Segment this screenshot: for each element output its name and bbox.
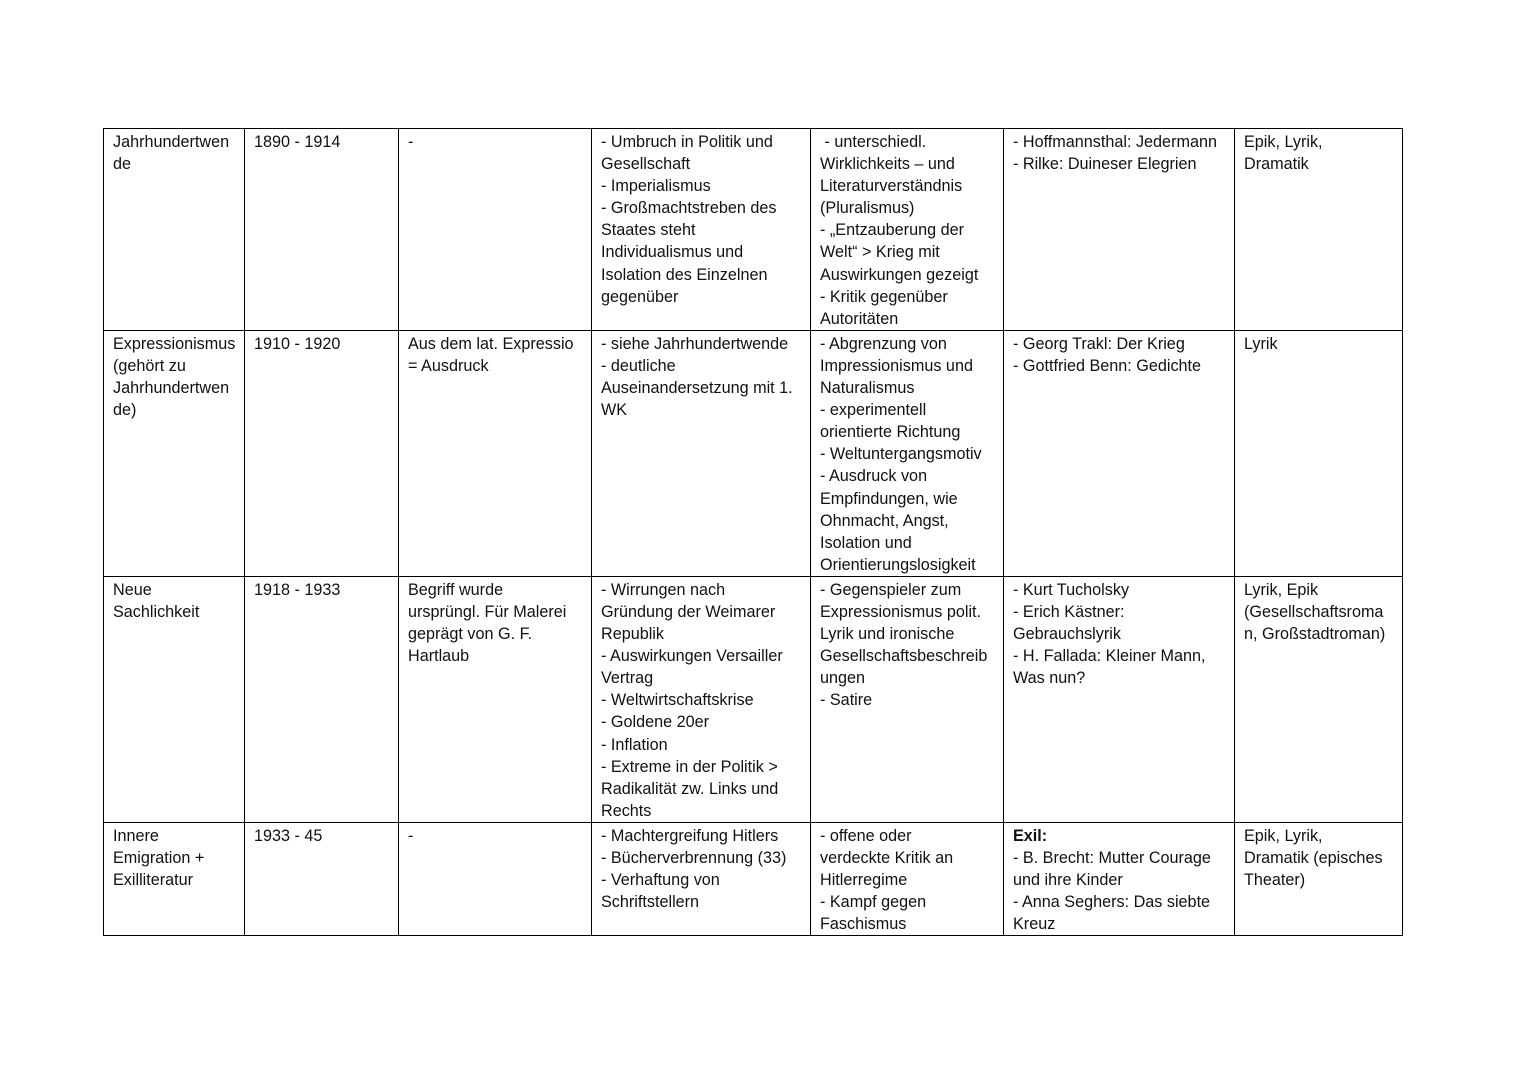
cell-line: - siehe Jahrhundertwende <box>601 334 789 353</box>
cell-line: - experimentell <box>820 401 927 420</box>
cell-line: (Gesellschaftsroma <box>1244 602 1384 621</box>
cell-line: - Machtergreifung Hitlers <box>601 826 779 845</box>
cell-line: Sachlichkeit <box>113 602 200 621</box>
cell-line: Gesellschaft <box>601 155 691 174</box>
cell-line: gegenüber <box>601 287 679 306</box>
cell-line: Expressionismus polit. <box>820 602 982 621</box>
cell-line: - Kritik gegenüber <box>820 287 948 306</box>
cell-line: Auseinandersetzung mit 1. <box>601 379 793 398</box>
table-row <box>104 822 1403 935</box>
cell-line: - <box>408 826 414 845</box>
cell-line: Impressionismus und <box>820 356 973 375</box>
genres-cell <box>1235 576 1403 822</box>
cell-line: de <box>113 155 132 174</box>
features-cell <box>811 822 1004 935</box>
cell-line: - Satire <box>820 691 873 710</box>
period-cell <box>245 330 399 576</box>
epoch-cell <box>104 129 245 331</box>
period-cell <box>245 822 399 935</box>
features-cell <box>811 330 1004 576</box>
epoch-cell <box>104 822 245 935</box>
table-row <box>104 330 1403 576</box>
cell-line: Staates steht <box>601 221 696 240</box>
cell-line: - offene oder <box>820 826 912 845</box>
genres-cell <box>1235 330 1403 576</box>
cell-line: - Weltuntergangsmotiv <box>820 445 982 464</box>
genres-cell <box>1235 822 1403 935</box>
cell-line: Gesellschaftsbeschreib <box>820 647 988 666</box>
cell-line: - Kampf gegen <box>820 893 927 912</box>
cell-line: Empfindungen, wie <box>820 489 958 508</box>
cell-line: Ohnmacht, Angst, <box>820 511 949 530</box>
works-cell <box>1004 330 1235 576</box>
genres-cell <box>1235 129 1403 331</box>
epoch-cell <box>104 330 245 576</box>
cell-line: - Verhaftung von <box>601 871 720 890</box>
cell-line: ursprüngl. Für Malerei <box>408 602 567 621</box>
cell-line: - Kurt Tucholsky <box>1013 580 1130 599</box>
cell-line: Hartlaub <box>408 647 470 666</box>
cell-line: - Bücherverbrennung (33) <box>601 849 787 867</box>
cell-line: Individualismus und <box>601 243 744 262</box>
cell-line: Gebrauchslyrik <box>1013 625 1121 644</box>
historical-background-cell <box>592 330 811 576</box>
cell-line: Republik <box>601 625 664 644</box>
cell-line: Neue <box>113 580 152 599</box>
historical-background-cell <box>592 822 811 935</box>
cell-line: Was nun? <box>1013 669 1086 688</box>
term-origin-cell <box>399 129 592 331</box>
cell-line: orientierte Richtung <box>820 423 961 442</box>
cell-line: - Hoffmannsthal: Jedermann <box>1013 133 1217 151</box>
cell-line: Autoritäten <box>820 309 899 328</box>
cell-line: 1910 - 1920 <box>254 334 341 353</box>
cell-line: - Gegenspieler zum <box>820 580 962 599</box>
cell-line: - Imperialismus <box>601 177 711 196</box>
cell-line: 1918 - 1933 <box>254 580 341 599</box>
cell-line: Naturalismus <box>820 379 915 398</box>
cell-line: - Wirrungen nach <box>601 580 726 599</box>
cell-line: und ihre Kinder <box>1013 871 1123 890</box>
cell-line: Lyrik und ironische <box>820 625 955 644</box>
features-cell <box>811 129 1004 331</box>
cell-line: - Goldene 20er <box>601 713 709 732</box>
cell-line: Lyrik, Epik <box>1244 580 1319 599</box>
works-heading: Exil: <box>1013 826 1048 845</box>
table-row <box>104 129 1403 331</box>
period-cell <box>245 129 399 331</box>
cell-line: Kreuz <box>1013 915 1056 934</box>
cell-line: 1933 - 45 <box>254 826 323 845</box>
cell-line: Epik, Lyrik, <box>1244 826 1323 845</box>
cell-line: Literaturverständnis <box>820 177 963 196</box>
cell-line: (gehört zu <box>113 356 186 375</box>
cell-line: - Inflation <box>601 735 668 754</box>
cell-line: - „Entzauberung der <box>820 221 964 240</box>
cell-line: Radikalität zw. Links und <box>601 779 779 798</box>
cell-line: - Weltwirtschaftskrise <box>601 691 754 710</box>
cell-line: Schriftstellern <box>601 893 700 912</box>
cell-line: Expressionismus <box>113 334 236 353</box>
cell-line: Dramatik <box>1244 155 1309 174</box>
cell-line: Rechts <box>601 801 652 820</box>
term-origin-cell <box>399 330 592 576</box>
works-cell <box>1004 576 1235 822</box>
cell-line: Lyrik <box>1244 334 1278 353</box>
cell-line: Wirklichkeits – und <box>820 155 955 174</box>
cell-line: - Auswirkungen Versailler <box>601 647 783 666</box>
features-cell <box>811 576 1004 822</box>
cell-line: Dramatik (episches <box>1244 849 1383 867</box>
cell-line: (Pluralismus) <box>820 199 915 218</box>
cell-line: Vertrag <box>601 669 654 688</box>
cell-line: Welt“ > Krieg mit <box>820 243 940 262</box>
period-cell <box>245 576 399 822</box>
cell-line: geprägt von G. F. <box>408 625 533 644</box>
cell-line: - <box>408 133 414 151</box>
works-cell <box>1004 822 1235 935</box>
cell-line: WK <box>601 401 628 420</box>
cell-line: Emigration + <box>113 849 205 867</box>
table-body <box>104 129 1403 936</box>
cell-line: Orientierungslosigkeit <box>820 555 976 574</box>
cell-line: - Abgrenzung von <box>820 334 947 353</box>
cell-line: - Großmachtstreben des <box>601 199 777 218</box>
cell-line: Exilliteratur <box>113 871 194 890</box>
cell-line: Innere <box>113 826 159 845</box>
cell-line: 1890 - 1914 <box>254 133 341 151</box>
cell-line: Isolation und <box>820 533 912 552</box>
cell-line: Jahrhundertwen <box>113 379 230 398</box>
cell-line: n, Großstadtroman) <box>1244 625 1386 644</box>
cell-line: Isolation des Einzelnen <box>601 265 768 284</box>
historical-background-cell <box>592 129 811 331</box>
cell-line: Hitlerregime <box>820 871 908 890</box>
cell-line: - Rilke: Duineser Elegrien <box>1013 155 1197 174</box>
cell-line: de) <box>113 401 137 420</box>
cell-line: - deutliche <box>601 356 676 375</box>
term-origin-cell <box>399 576 592 822</box>
cell-line: = Ausdruck <box>408 356 489 375</box>
cell-line: - unterschiedl. <box>820 133 927 151</box>
literature-epochs-table <box>103 128 1403 936</box>
cell-line: Theater) <box>1244 871 1306 890</box>
cell-line: Jahrhundertwen <box>113 133 230 151</box>
cell-line: - Erich Kästner: <box>1013 602 1125 621</box>
cell-line: verdeckte Kritik an <box>820 849 954 867</box>
cell-line: - B. Brecht: Mutter Courage <box>1013 849 1211 867</box>
cell-line: - Anna Seghers: Das siebte <box>1013 893 1211 912</box>
cell-line: Faschismus <box>820 915 907 934</box>
cell-line: - Extreme in der Politik > <box>601 757 778 776</box>
table-row <box>104 576 1403 822</box>
term-origin-cell <box>399 822 592 935</box>
historical-background-cell <box>592 576 811 822</box>
cell-line: - H. Fallada: Kleiner Mann, <box>1013 647 1206 666</box>
epoch-cell <box>104 576 245 822</box>
cell-line: Epik, Lyrik, <box>1244 133 1323 151</box>
cell-line: ungen <box>820 669 866 688</box>
cell-line: Begriff wurde <box>408 580 504 599</box>
cell-line: - Ausdruck von <box>820 467 928 486</box>
cell-line: - Georg Trakl: Der Krieg <box>1013 334 1185 353</box>
cell-line: Auswirkungen gezeigt <box>820 265 979 284</box>
cell-line: - Umbruch in Politik und <box>601 133 773 151</box>
works-cell <box>1004 129 1235 331</box>
cell-line: Gründung der Weimarer <box>601 602 776 621</box>
cell-line: Aus dem lat. Expressio <box>408 334 574 353</box>
cell-line: - Gottfried Benn: Gedichte <box>1013 356 1202 375</box>
